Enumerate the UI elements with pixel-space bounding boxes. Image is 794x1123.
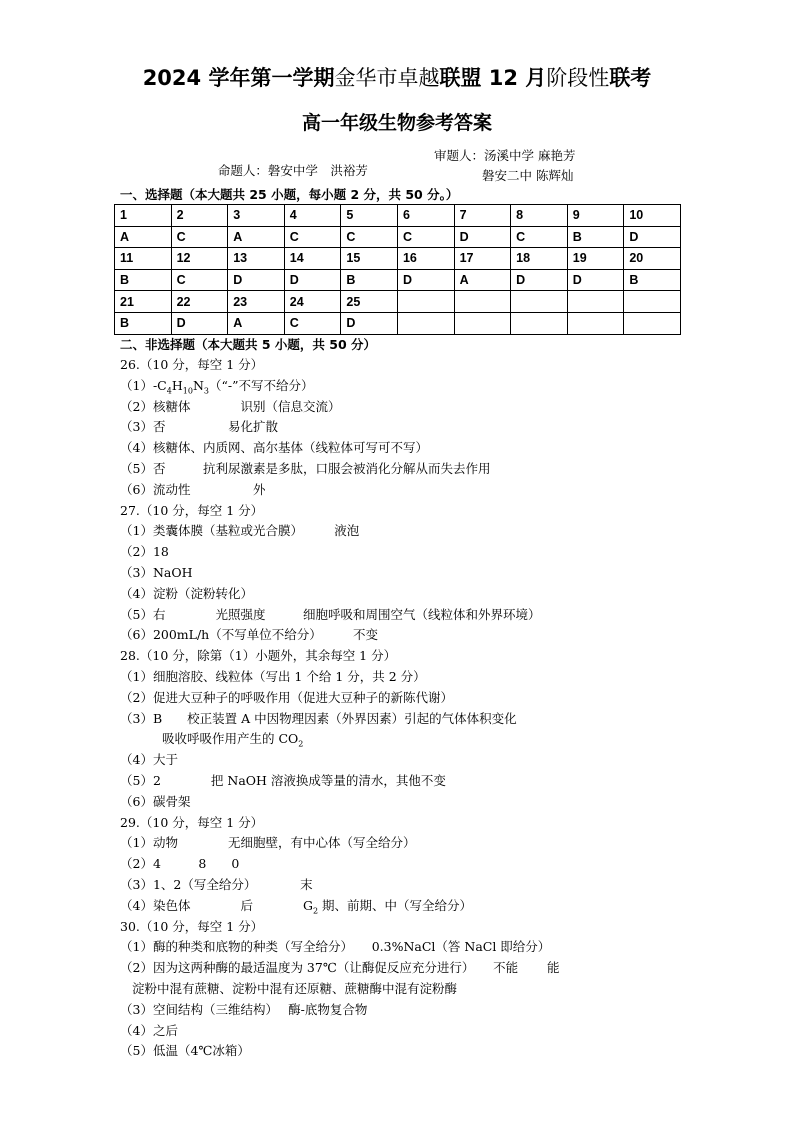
question-number-cell: 18 [511, 248, 568, 270]
question-number-cell: 11 [115, 248, 172, 270]
line-text: （2）促进大豆种子的呼吸作用（促进大豆种子的新陈代谢） [120, 689, 453, 705]
question-29-header [120, 813, 560, 834]
line-text: （5）否 抗利尿激素是多肽，口服会被消化分解从而失去作用 [120, 460, 491, 476]
answer-line [120, 1041, 560, 1062]
line-text: （3）B 校正装置 A 中因物理因素（外界因素）引起的气体体积变化 [120, 710, 517, 726]
answer-line [120, 792, 560, 813]
line-text: （4）染色体 后 G [120, 897, 313, 913]
question-number-cell: 12 [171, 248, 228, 270]
answer-cell: D [171, 312, 228, 334]
question-number-cell: 9 [567, 205, 624, 227]
reviewer-credit: 审题人：汤溪中学 麻艳芳 [434, 148, 576, 163]
question-28-header [120, 646, 560, 667]
answer-cell: B [341, 269, 398, 291]
question-number-cell: 2 [171, 205, 228, 227]
question-number-cell: 4 [284, 205, 341, 227]
line-text: （1）-C [120, 377, 167, 393]
answer-line [120, 667, 560, 688]
line-text: 淀粉中混有蔗糖、淀粉中混有还原糖、蔗糖酶中混有淀粉酶 [132, 980, 458, 996]
answer-cell: B [115, 269, 172, 291]
answer-cell: B [624, 269, 681, 291]
answer-line [120, 397, 560, 418]
question-number-cell: 10 [624, 205, 681, 227]
answer-cell [397, 312, 454, 334]
line-text: （1）类囊体膜（基粒或光合膜） 液泡 [120, 523, 360, 539]
line-text: （6）流动性 外 [120, 481, 266, 497]
line-text: （4）大于 [120, 752, 178, 768]
question-number-row [115, 205, 681, 227]
answer-cell: C [284, 226, 341, 248]
line-text: （4）核糖体、内质网、高尔基体（线粒体可写可不写） [120, 440, 428, 456]
question-number-cell: 17 [454, 248, 511, 270]
line-text: （3）否 易化扩散 [120, 419, 278, 435]
line-text: 28.（10 分，除第（1）小题外，其余每空 1 分） [120, 648, 397, 664]
line-text: （5）右 光照强度 细胞呼吸和周围空气（线粒体和外界环境） [120, 606, 541, 622]
question-30-header [120, 917, 560, 938]
question-26-header [120, 355, 560, 376]
question-number-cell: 1 [115, 205, 172, 227]
question-number-cell: 19 [567, 248, 624, 270]
answer-cell [511, 312, 568, 334]
answer-line [120, 1021, 560, 1042]
line-text: （2）因为这两种酶的最适温度为 37℃（让酶促反应充分进行） 不能 能 [120, 960, 560, 976]
question-number-cell: 25 [341, 291, 398, 313]
answer-line [120, 729, 560, 750]
line-text: （2）18 [120, 544, 169, 560]
title-part: 金华市卓越 [334, 66, 440, 90]
answer-cell: A [115, 226, 172, 248]
answer-cell: D [624, 226, 681, 248]
line-text: 29.（10 分，每空 1 分） [120, 814, 264, 830]
answer-cell: D [454, 226, 511, 248]
answer-line [120, 854, 560, 875]
line-text: （1）细胞溶胶、线粒体（写出 1 个给 1 分，共 2 分） [120, 668, 426, 684]
line-text: 27.（10 分，每空 1 分） [120, 502, 264, 518]
subscript: 2 [298, 739, 304, 749]
exam-title [0, 62, 794, 92]
line-text: 30.（10 分，每空 1 分） [120, 918, 264, 934]
line-text: 期、前期、中（写全给分） [318, 897, 473, 913]
line-text: （3）1、2（写全给分） 末 [120, 876, 313, 892]
question-number-cell [454, 291, 511, 313]
title-part: 2024 学年第一学期 [142, 66, 335, 90]
section-1-title: 一、选择题（本大题共 25 小题，每小题 2 分，共 50 分。） [120, 187, 459, 202]
short-answer-section [120, 355, 560, 1062]
answer-line [120, 937, 560, 958]
answer-cell: C [171, 269, 228, 291]
subscript: 10 [182, 386, 193, 396]
answer-cell: D [567, 269, 624, 291]
answer-line [120, 542, 560, 563]
answer-line [120, 417, 560, 438]
answer-line [120, 480, 560, 501]
line-text: （1）动物 无细胞壁，有中心体（写全给分） [120, 835, 416, 851]
answer-cell [624, 312, 681, 334]
question-27-header [120, 501, 560, 522]
answer-key-row [115, 269, 681, 291]
answer-line [120, 521, 560, 542]
multiple-choice-answer-table [114, 204, 681, 335]
answer-key-row [115, 226, 681, 248]
line-text: （3）空间结构（三维结构） 酶-底物复合物 [120, 1001, 368, 1017]
answer-line [120, 438, 560, 459]
line-text: （3）NaOH [120, 564, 193, 580]
answer-cell: C [341, 226, 398, 248]
answer-line [120, 875, 560, 896]
title-part: 阶段性 [546, 66, 610, 90]
question-number-cell: 15 [341, 248, 398, 270]
answer-cell: C [171, 226, 228, 248]
question-number-cell: 6 [397, 205, 454, 227]
line-text: （2）4 8 0 [120, 856, 240, 872]
answer-cell [454, 312, 511, 334]
question-number-row [115, 248, 681, 270]
question-number-cell: 20 [624, 248, 681, 270]
answer-line [120, 459, 560, 480]
line-text: N [192, 377, 204, 393]
question-number-cell: 24 [284, 291, 341, 313]
question-number-cell [397, 291, 454, 313]
line-text: （2）核糖体 识别（信息交流） [120, 398, 341, 414]
line-text: （4）淀粉（淀粉转化） [120, 585, 253, 601]
title-part: 联考 [609, 66, 652, 90]
question-number-cell: 21 [115, 291, 172, 313]
answer-cell: B [567, 226, 624, 248]
reviewer-credit-2: 磐安二中 陈辉灿 [482, 168, 574, 183]
question-number-cell: 3 [228, 205, 285, 227]
question-number-cell: 5 [341, 205, 398, 227]
question-number-cell: 13 [228, 248, 285, 270]
question-number-cell [511, 291, 568, 313]
answer-cell: A [228, 312, 285, 334]
question-number-cell [624, 291, 681, 313]
answer-line [120, 584, 560, 605]
answer-cell [567, 312, 624, 334]
answer-line [120, 750, 560, 771]
question-number-row [115, 291, 681, 313]
subscript: 3 [203, 386, 209, 396]
line-text: （6）200mL/h（不写单位不给分） 不变 [120, 627, 378, 643]
line-text: （5）2 把 NaOH 溶液换成等量的清水，其他不变 [120, 772, 446, 788]
answer-cell: D [511, 269, 568, 291]
answer-key-row [115, 312, 681, 334]
question-number-cell: 14 [284, 248, 341, 270]
question-number-cell: 16 [397, 248, 454, 270]
author-credit: 命题人：磐安中学 洪裕芳 [217, 163, 368, 178]
answer-line [120, 896, 560, 917]
answer-cell: A [228, 226, 285, 248]
title-part: 联盟 12 月 [439, 66, 547, 90]
answer-cell: B [115, 312, 172, 334]
question-number-cell: 22 [171, 291, 228, 313]
answer-line [120, 833, 560, 854]
answer-cell: C [511, 226, 568, 248]
answer-cell: D [341, 312, 398, 334]
line-text: 吸收呼吸作用产生的 CO [162, 731, 299, 747]
line-text: （6）碳骨架 [120, 793, 191, 809]
answer-cell: A [454, 269, 511, 291]
answer-cell: D [284, 269, 341, 291]
answer-line [120, 563, 560, 584]
answer-line [120, 958, 560, 979]
question-number-cell [567, 291, 624, 313]
line-text: （5）低温（4℃冰箱） [120, 1043, 250, 1059]
line-text: （“-”不写不给分） [208, 377, 314, 393]
answer-line [120, 771, 560, 792]
question-number-cell: 8 [511, 205, 568, 227]
question-number-cell: 7 [454, 205, 511, 227]
answer-line [120, 688, 560, 709]
line-text: （1）酶的种类和底物的种类（写全给分） 0.3%NaCl（答 NaCl 即给分） [120, 939, 551, 955]
answer-cell: C [397, 226, 454, 248]
answer-line [120, 1000, 560, 1021]
subscript: 2 [312, 906, 319, 916]
question-number-cell: 23 [228, 291, 285, 313]
line-text: （4）之后 [120, 1022, 178, 1038]
section-2-title: 二、非选择题（本大题共 5 小题，共 50 分） [120, 337, 377, 352]
answer-cell: C [284, 312, 341, 334]
answer-line [120, 979, 560, 1000]
answer-line [120, 709, 560, 730]
answer-cell: D [397, 269, 454, 291]
line-text: H [171, 377, 183, 393]
answer-line [120, 376, 560, 397]
page-subtitle: 高一年级生物参考答案 [301, 112, 492, 134]
line-text: 26.（10 分，每空 1 分） [120, 357, 264, 372]
answer-line [120, 625, 560, 646]
answer-cell: D [228, 269, 285, 291]
subscript: 4 [166, 386, 172, 396]
answer-line [120, 605, 560, 626]
